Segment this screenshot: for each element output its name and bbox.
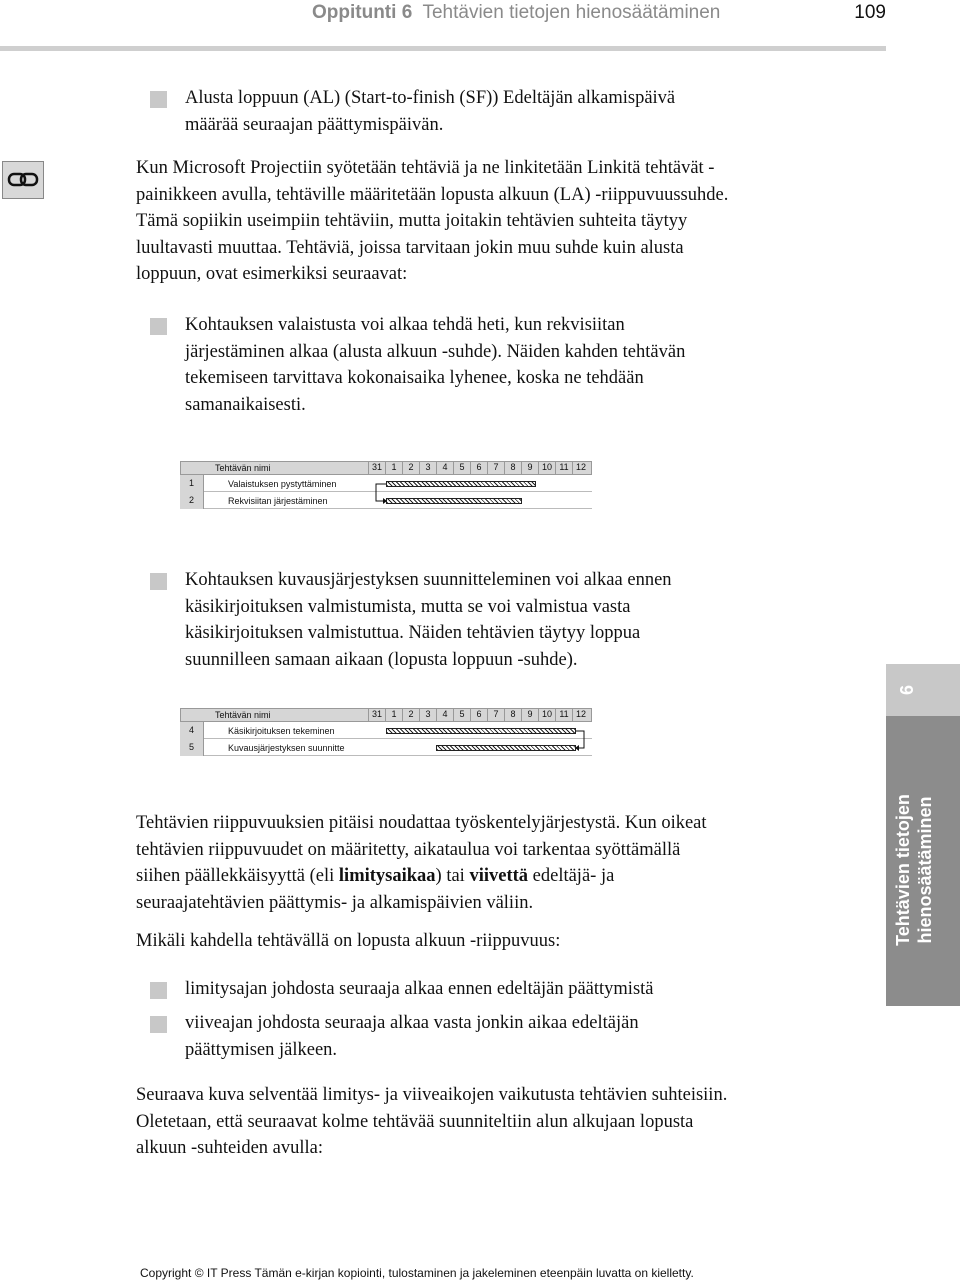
timescale-tick: 31 [368,461,385,475]
text-line: määrää seuraajan päättymispäivän. [185,114,444,135]
task-name: Rekvisiitan järjestäminen [228,496,328,506]
text-line: hienosäätäminen [915,796,935,944]
chapter-title: Tehtävien tietojen hienosäätäminen [422,2,721,23]
timescale-tick: 2 [402,708,419,722]
paragraph [136,155,728,288]
gantt-screenshot [180,461,592,511]
text-run: siihen päällekkäisyyttä (eli [136,866,339,886]
text-line: samanaikaisesti. [185,394,306,415]
bullet-text [185,1010,639,1063]
paragraph: Mikäli kahdella tehtävällä on lopusta alkuun -riippuvuus: [136,931,561,951]
timescale-tick: 3 [419,708,436,722]
text-line: alkuun -suhteiden avulla: [136,1138,324,1158]
bullet-text [185,567,672,673]
term-delay: viivettä [469,866,529,886]
text-line: tehtävien riippuvuudet on määritetty, aikataulua voi tarkentaa syöttämällä [136,839,681,860]
bullet-text [185,85,675,138]
dependency-arrow [180,708,592,758]
text-line: Seuraava kuva selventää limitys- ja viiveaikojen vaikutusta tehtävien suhteisiin. [136,1085,728,1105]
text-line: järjestäminen alkaa (alusta alkuun -suhde). Näiden kahden tehtävän [185,341,686,362]
text-line: Kohtauksen valaistusta voi alkaa tehdä heti, kun rekvisiitan [185,315,625,335]
text-line: Kohtauksen kuvausjärjestyksen suunnitteleminen voi alkaa ennen [185,570,672,590]
text-line: tekemiseen tarvittava kokonaisaika lyhenee, koska ne tehdään [185,368,644,388]
text-line: loppuun, ovat esimerkiksi seuraavat: [136,264,408,284]
task-name: Valaistuksen pystyttäminen [228,479,337,489]
task-name: Kuvausjärjestyksen suunnitte [228,743,345,753]
bullet-text [185,312,685,418]
row-number: 1 [180,475,204,492]
timescale-tick: 7 [487,708,504,722]
timescale-tick: 9 [521,461,538,475]
timescale-tick: 1 [385,461,402,475]
chapter-tab-number: 6 [897,685,917,696]
paragraph [136,1082,727,1162]
timescale-tick: 11 [555,708,572,722]
text-line: suunnilleen samaan aikaan (lopusta loppuun -suhde). [185,649,578,670]
page-header [0,0,886,51]
text-line: Tämä sopiikin useimpiin tehtäviin, mutta joitakin tehtävien suhteita täytyy [136,211,688,231]
bullet-marker [150,573,167,590]
timescale-tick: 4 [436,708,453,722]
timescale-tick: 12 [572,708,589,722]
timescale-tick: 6 [470,461,487,475]
column-header: Tehtävän nimi [215,463,271,473]
timescale-tick: 12 [572,461,589,475]
timescale-tick: 5 [453,461,470,475]
bullet-marker [150,982,167,999]
text-line: painikkeen avulla, tehtäville määritetään lopusta alkuun (LA) -riippuvuussuhde. [136,184,729,205]
chapter-label: Oppitunti 6 [312,2,413,23]
chapter-tab-label [892,735,952,1005]
text-run: edeltäjä- ja [528,866,615,886]
timescale-tick: 11 [555,461,572,475]
running-head [312,2,720,24]
link-tasks-icon [2,161,44,199]
paragraph [136,810,707,916]
text-line: Alusta loppuun (AL) (Start-to-finish (SF)) Edeltäjän alkamispäivä [185,88,676,108]
copyright-footer: Copyright © IT Press Tämän e-kirjan kopiointi, tulostaminen ja jakeleminen eteenpäin luvatta on kielletty. [140,1266,694,1280]
timescale-tick: 7 [487,461,504,475]
timescale-tick: 8 [504,708,521,722]
timescale-tick: 2 [402,461,419,475]
timescale-tick: 6 [470,708,487,722]
bullet-marker [150,91,167,108]
text-line: käsikirjoituksen valmistuttua. Näiden tehtävien täytyy loppua [185,623,641,643]
page-number: 109 [854,2,886,23]
text-line: päättymisen jälkeen. [185,1039,338,1060]
timescale-tick: 8 [504,461,521,475]
timescale-tick: 9 [521,708,538,722]
text-line: Tehtävien tietojen [893,794,913,946]
text-line: käsikirjoituksen valmistumista, mutta se voi valmistua vasta [185,596,631,617]
column-header: Tehtävän nimi [215,710,271,720]
timescale-tick: 5 [453,708,470,722]
term-overlap: limitysaikaa [338,866,436,886]
timescale-tick: 10 [538,461,555,475]
text-line: Tehtävien riippuvuuksien pitäisi noudattaa työskentelyjärjestystä. Kun oikeat [136,813,707,833]
bullet-marker [150,318,167,335]
text-line: seuraajatehtävien päättymis- ja alkamispäivien väliin. [136,892,534,913]
text-line: Oletetaan, että seuraavat kolme tehtävää suunniteltiin alun alkujaan lopusta [136,1111,694,1132]
text-line: Kun Microsoft Projectiin syötetään tehtäviä ja ne linkitetään Linkitä tehtävät - [136,158,715,178]
dependency-arrow [180,461,592,511]
text-run: ) tai [435,866,470,886]
gantt-screenshot [180,708,592,758]
task-name: Käsikirjoituksen tekeminen [228,726,335,736]
timescale-tick: 4 [436,461,453,475]
timescale-tick: 3 [419,461,436,475]
text-line [136,863,707,890]
bullet-marker [150,1016,167,1033]
text-line: viiveajan johdosta seuraaja alkaa vasta jonkin aikaa edeltäjän [185,1013,639,1033]
row-number: 4 [180,722,204,739]
row-number: 5 [180,739,204,756]
text-line: luultavasti muuttaa. Tehtäviä, joissa tarvitaan jokin muu suhde kuin alusta [136,237,684,258]
timescale-tick: 10 [538,708,555,722]
row-number: 2 [180,492,204,509]
bullet-text: limitysajan johdosta seuraaja alkaa ennen edeltäjän päättymistä [185,979,654,999]
timescale-tick: 1 [385,708,402,722]
timescale-tick: 31 [368,708,385,722]
